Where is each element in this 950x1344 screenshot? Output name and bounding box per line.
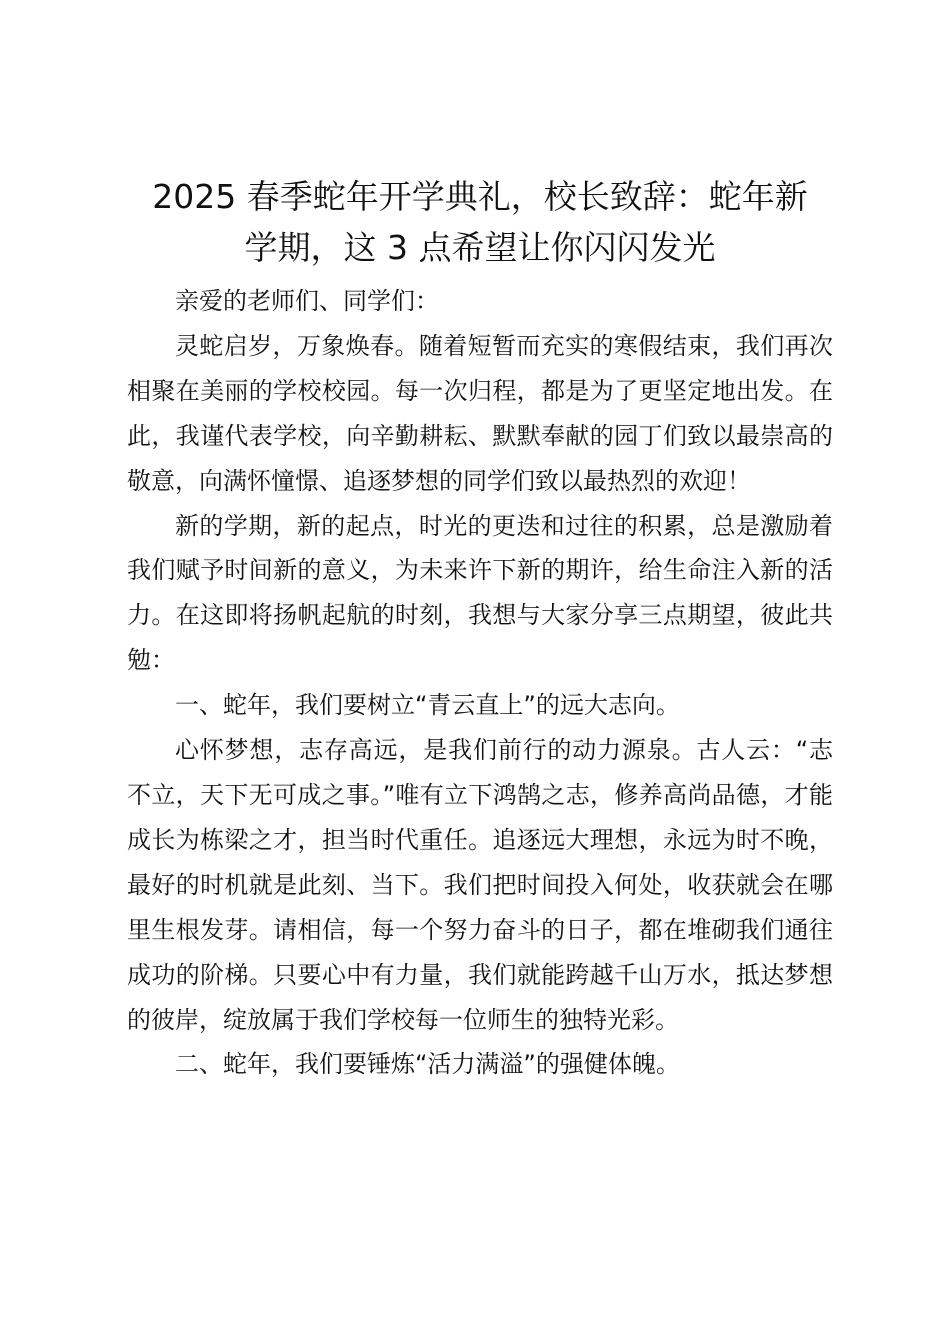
section-heading-1: 一、蛇年，我们要树立“青云直上”的远大志向。 (175, 691, 680, 720)
title-line-2: 学期，这 3 点希望让你闪闪发光 (244, 228, 716, 267)
document-body (127, 171, 833, 1087)
salutation-paragraph: 亲爱的老师们、同学们： (175, 287, 439, 315)
ambition-paragraph: 心怀梦想，志存高远，是我们前行的动力源泉。古人云：“志不立，天下无可成之事。”唯有立下鸿鹄之志，修养高尚品德，才能成长为栋梁之才，担当时代重任。追逐远大理想，永远为时不晚，最好的时机就是此刻、当下。我们把时间投入何处，收获就会在哪里生根发芽。请相信，每一个努力奋斗的日子，都在堆砌我们通往成功的阶梯。只要心中有力量，我们就能跨越千山万水，抵达梦想的彼岸，绽放属于我们学校每一位师生的独特光彩。 (127, 736, 833, 1034)
new-semester-paragraph: 新的学期，新的起点，时光的更迭和过往的积累，总是激励着我们赋予时间新的意义，为未来许下新的期许，给生命注入新的活力。在这即将扬帆起航的时刻，我想与大家分享三点期望，彼此共勉： (127, 511, 833, 675)
title-line-1: 2025 春季蛇年开学典礼，校长致辞：蛇年新 (152, 177, 808, 216)
opening-paragraph: 灵蛇启岁，万象焕春。随着短暂而充实的寒假结束，我们再次相聚在美丽的学校校园。每一次归程，都是为了更坚定地出发。在此，我谨代表学校，向辛勤耕耘、默默奉献的园丁们致以最崇高的敬意，向满怀憧憬、追逐梦想的同学们致以最热烈的欢迎！ (127, 331, 833, 495)
section-heading-2: 二、蛇年，我们要锤炼“活力满溢”的强健体魄。 (175, 1050, 680, 1079)
document-title (127, 171, 833, 273)
